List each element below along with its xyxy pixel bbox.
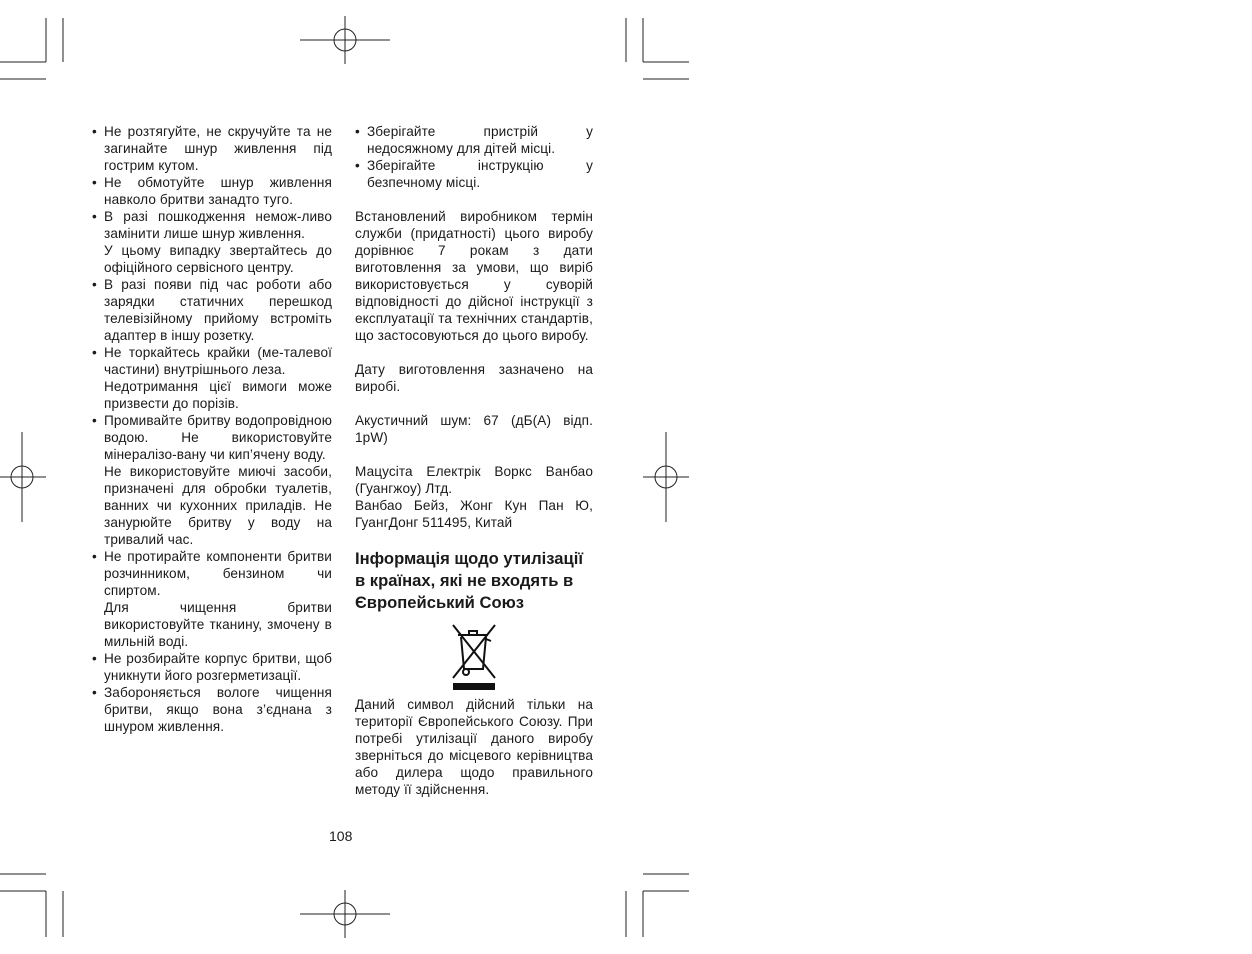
bullet-text: • Не розбирайте корпус бритви, щоб уникнути його розгерметизації.	[104, 651, 332, 683]
bullet-text: • Не протирайте компоненти бритви розчинником, бензином чи спиртом.	[104, 549, 332, 598]
disposal-text: Даний символ дійсний тільки на території Європейського Союзу. При потребі утилізації даного виробу зверніться до місцевого керівництва або дилера щодо правильного методу її здійснення.	[355, 697, 593, 797]
bullet-text: • Промивайте бритву водопровідною водою. Не використовуйте мінералізо-вану чи кип’ячену воду.	[104, 413, 332, 462]
bullet-item	[92, 208, 332, 242]
page-number: 108	[329, 828, 353, 844]
bullet-item	[355, 123, 593, 157]
bullet-item	[92, 276, 332, 344]
noise-text: Акустичний шум: 67 (дБ(A) відп. 1pW)	[355, 413, 593, 445]
bullet-item	[355, 157, 593, 191]
bullet-continuation: Для чищення бритви використовуйте тканину, змочену в мильній воді.	[104, 600, 332, 649]
bullet-item	[92, 548, 332, 599]
bullet-item	[92, 174, 332, 208]
right-bullet-list	[355, 123, 593, 191]
service-life-text: Встановлений виробником термін служби (придатності) цього виробу дорівнює 7 рокам з дати виготовлення за умови, що виріб використовується у суворій відповідності до дійсної інструкції з експлуатації та технічних стандартів, що застосовуються до цього виробу.	[355, 209, 593, 343]
bullet-text: • Забороняється вологе чищення бритви, якщо вона з’єднана з шнуром живлення.	[104, 685, 332, 734]
bullet-text: • Не розтягуйте, не скручуйте та не загинайте шнур живлення під гострим кутом.	[104, 124, 332, 173]
bullet-text: • Зберігайте пристрій у недосяжному для дітей місці.	[367, 124, 593, 156]
bullet-continuation: Не використовуйте миючі засоби, призначені для обробки туалетів, ванних чи кухонних приладів. Не занурюйте бритву у воду на тривалий час.	[104, 464, 332, 547]
disposal-heading: Інформація щодо утилізації в країнах, які не входять в Європейський Союз	[355, 549, 584, 612]
bullet-continuation: Недотримання цієї вимоги може призвести до порізів.	[104, 379, 332, 411]
bullet-item	[92, 412, 332, 463]
bullet-text: • В разі появи під час роботи або зарядки статичних перешкод телевізійному прийому встроміть адаптер в іншу розетку.	[104, 277, 332, 343]
bullet-text: • Не обмотуйте шнур живлення навколо бритви занадто туго.	[104, 175, 332, 207]
manufacture-date-text: Дату виготовлення зазначено на виробі.	[355, 362, 593, 394]
bullet-item	[92, 344, 332, 378]
right-column	[355, 123, 593, 798]
crossed-out-wheelie-bin-icon	[450, 622, 498, 690]
bullet-text: • Зберігайте інструкцію у безпечному місці.	[367, 158, 593, 190]
bullet-item	[92, 684, 332, 735]
manufacturer-address: Ванбао Бейз, Жонг Кун Пан Ю, ГуангДонг 511495, Китай	[355, 498, 593, 530]
bullet-text: • В разі пошкодження немож-ливо замінити лише шнур живлення.	[104, 209, 332, 241]
bullet-text: • Не торкайтесь крайки (ме-талевої частини) внутрішнього леза.	[104, 345, 332, 377]
bullet-item	[92, 650, 332, 684]
bullet-continuation: У цьому випадку звертайтесь до офіційного сервісного центру.	[104, 243, 332, 275]
left-column	[92, 123, 332, 735]
manufacturer-name: Мацусіта Електрік Воркс Ванбао (Гуангжоу) Лтд.	[355, 464, 593, 496]
bullet-item	[92, 123, 332, 174]
